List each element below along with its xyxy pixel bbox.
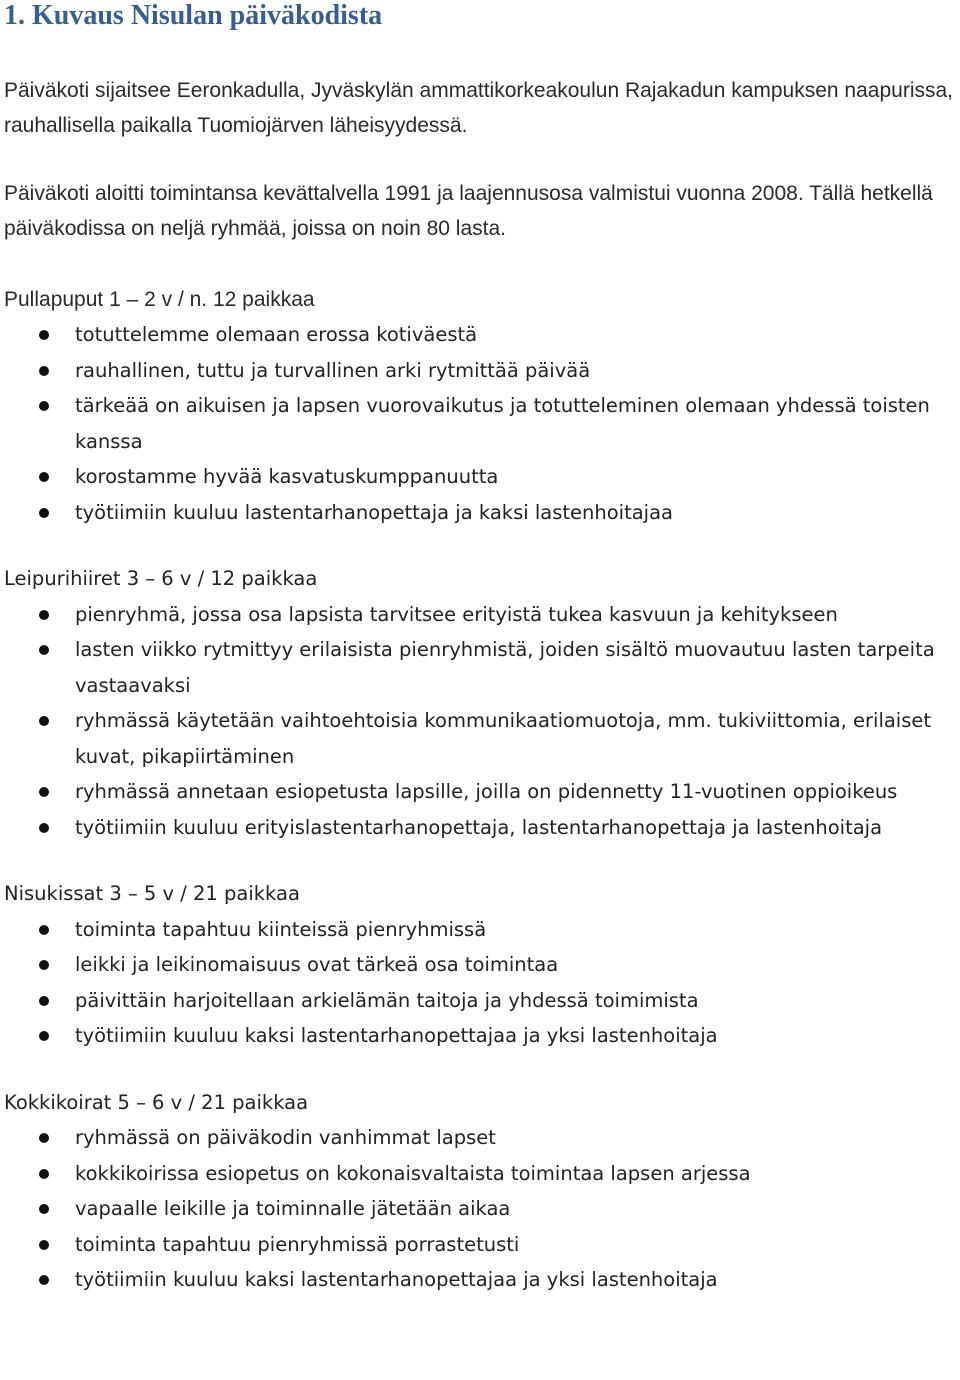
bullet-icon xyxy=(39,960,49,970)
bullet-icon xyxy=(39,1169,49,1179)
group-kokkikoirat xyxy=(4,1085,960,1298)
list-item-text: ryhmässä annetaan esiopetusta lapsille, joilla on pidennetty 11-vuotinen oppioikeus xyxy=(75,780,898,803)
list-item-text: toiminta tapahtuu pienryhmissä porrastetusti xyxy=(75,1232,520,1256)
list-item-text: vapaalle leikille ja toiminnalle jätetään aikaa xyxy=(75,1197,511,1220)
list-item xyxy=(4,703,960,774)
bullet-list-leipurihiiret xyxy=(4,597,960,846)
list-item-text: päivittäin harjoitellaan arkielämän taitoja ja yhdessä toimimista xyxy=(75,988,699,1012)
list-item xyxy=(4,459,960,495)
intro-paragraph-location: Päiväkoti sijaitsee Eeronkadulla, Jyväskylän ammattikorkeakoulun Rajakadun kampuksen naapurissa, rauhallisella paikalla Tuomiojärven läheisyydessä. xyxy=(4,79,953,137)
list-item xyxy=(4,388,960,459)
list-item-text: työtiimiin kuuluu kaksi lastentarhanopettajaa ja yksi lastenhoitaja xyxy=(75,1024,718,1047)
section-heading: 1. Kuvaus Nisulan päiväkodista xyxy=(4,0,383,31)
list-item xyxy=(4,632,960,703)
list-item-text: kokkikoirissa esiopetus on kokonaisvaltaista toimintaa lapsen arjessa xyxy=(75,1161,751,1185)
bullet-list-pullapuput xyxy=(4,317,960,530)
bullet-icon xyxy=(39,472,49,482)
list-item xyxy=(4,1018,960,1054)
list-item-text: korostamme hyvää kasvatuskumppanuutta xyxy=(75,465,499,488)
bullet-icon xyxy=(39,508,49,518)
list-item-text: leikki ja leikinomaisuus ovat tärkeä osa toimintaa xyxy=(75,953,559,976)
list-item-text: työtiimiin kuuluu lastentarhanopettaja ja kaksi lastenhoitajaa xyxy=(75,500,673,524)
group-pullapuput xyxy=(4,317,960,530)
bullet-icon xyxy=(39,1240,49,1250)
bullet-icon xyxy=(39,1031,49,1041)
bullet-icon xyxy=(39,823,49,833)
list-item-text: ryhmässä on päiväkodin vanhimmat lapset xyxy=(75,1126,496,1149)
group-leipurihiiret xyxy=(4,561,960,845)
group-title-leipurihiiret: Leipurihiiret 3 – 6 v / 12 paikkaa xyxy=(4,567,318,590)
list-item xyxy=(4,912,960,948)
list-item xyxy=(4,317,960,353)
bullet-icon xyxy=(39,366,49,376)
list-item xyxy=(4,774,960,810)
bullet-icon xyxy=(39,1275,49,1285)
list-item-text: pienryhmä, jossa osa lapsista tarvitsee erityistä tukea kasvuun ja kehitykseen xyxy=(75,602,838,626)
list-item-text: rauhallinen, tuttu ja turvallinen arki rytmittää päivää xyxy=(75,358,591,382)
list-item xyxy=(4,495,960,531)
list-item xyxy=(4,983,960,1019)
bullet-icon xyxy=(39,925,49,935)
bullet-icon xyxy=(39,996,49,1006)
list-item-text: työtiimiin kuuluu erityislastentarhanopettaja, lastentarhanopettaja ja lastenhoitaja xyxy=(75,815,883,839)
list-item xyxy=(4,1120,960,1156)
bullet-icon xyxy=(39,610,49,620)
list-item xyxy=(4,353,960,389)
list-item-text: työtiimiin kuuluu kaksi lastentarhanopettajaa ja yksi lastenhoitaja xyxy=(75,1268,718,1291)
list-item-text: toiminta tapahtuu kiinteissä pienryhmissä xyxy=(75,917,487,941)
intro-paragraph-history: Päiväkoti aloitti toimintansa kevättalvella 1991 ja laajennusosa valmistui vuonna 2008. Tällä hetkellä päiväkodissa on neljä ryhmää, joissa on noin 80 lasta. xyxy=(4,182,933,240)
list-item xyxy=(4,1156,960,1192)
bullet-icon xyxy=(39,1204,49,1214)
list-item xyxy=(4,1262,960,1298)
bullet-icon xyxy=(39,1133,49,1143)
group-nisukissat xyxy=(4,876,960,1054)
group-title-pullapuput: Pullapuput 1 – 2 v / n. 12 paikkaa xyxy=(4,288,315,311)
group-title-nisukissat: Nisukissat 3 – 5 v / 21 paikkaa xyxy=(4,882,300,905)
list-item-text: tärkeää on aikuisen ja lapsen vuorovaikutus ja totutteleminen olemaan yhdessä toisten kanssa xyxy=(75,394,930,453)
bullet-icon xyxy=(39,645,49,655)
bullet-icon xyxy=(39,330,49,340)
bullet-list-kokkikoirat xyxy=(4,1120,960,1298)
bullet-icon xyxy=(39,716,49,726)
document-page xyxy=(4,0,960,1298)
list-item-text: totuttelemme olemaan erossa kotiväestä xyxy=(75,323,478,346)
list-item xyxy=(4,947,960,983)
bullet-icon xyxy=(39,787,49,797)
list-item xyxy=(4,1227,960,1263)
bullet-icon xyxy=(39,401,49,411)
group-title-kokkikoirat: Kokkikoirat 5 – 6 v / 21 paikkaa xyxy=(4,1090,309,1114)
list-item-text: lasten viikko rytmittyy erilaisista pienryhmistä, joiden sisältö muovautuu lasten tarpeita vastaavaksi xyxy=(75,638,935,697)
bullet-list-nisukissat xyxy=(4,912,960,1054)
list-item xyxy=(4,1191,960,1227)
list-item xyxy=(4,810,960,846)
list-item xyxy=(4,597,960,633)
list-item-text: ryhmässä käytetään vaihtoehtoisia kommunikaatiomuotoja, mm. tukiviittomia, erilaiset kuvat, pikapiirtäminen xyxy=(75,709,932,768)
